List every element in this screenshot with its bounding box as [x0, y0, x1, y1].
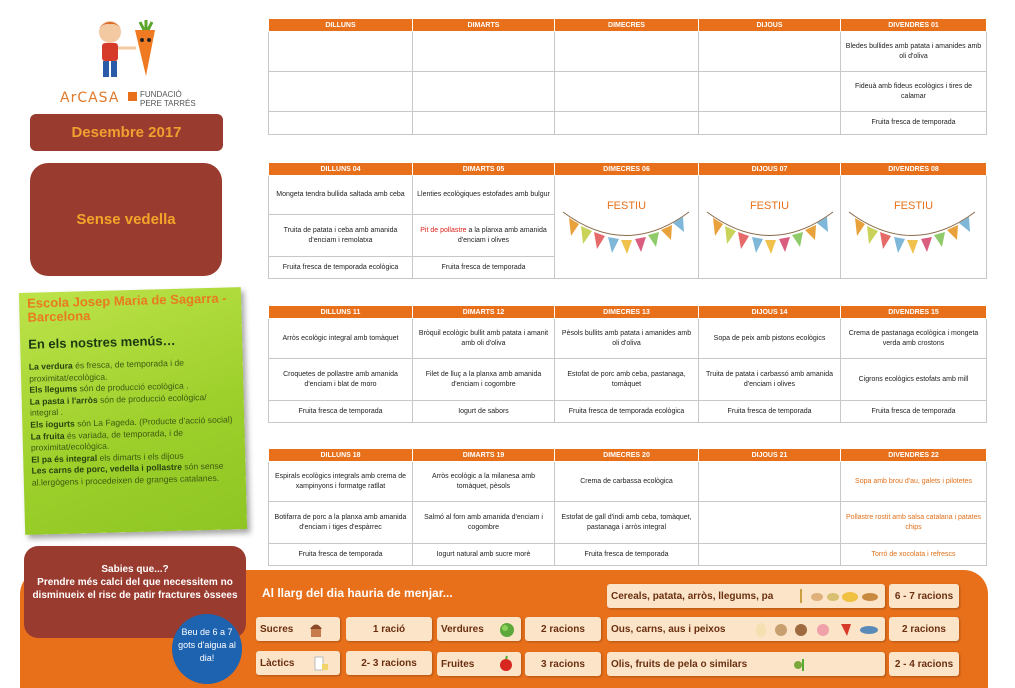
table-row	[269, 32, 987, 72]
week-header-row	[269, 306, 987, 319]
food-group-vegetables	[437, 617, 521, 641]
bunting-flags-icon	[561, 204, 691, 264]
menu-cell: Mongeta tendra bullida saltada amb ceba	[269, 176, 413, 215]
menu-cell: Truita de patata i carbassó amb amanida d'enciam i olives	[699, 359, 841, 401]
menu-cell: Fruita fresca de temporada ecològica	[555, 401, 699, 423]
menu-cell: Estofat de porc amb ceba, pastanaga, tomàquet	[555, 359, 699, 401]
menu-cell	[699, 32, 841, 72]
bunting-flags-icon	[847, 204, 977, 264]
rations-cereals: 6 - 7 racions	[889, 584, 959, 608]
milk-icon	[311, 654, 329, 672]
menu-cell	[699, 72, 841, 112]
did-you-know-text: Prendre més calci del que necessitem no disminueix el risc de patir fractures òssees	[32, 577, 238, 601]
day-header: DIMECRES	[555, 19, 699, 32]
apple-icon	[497, 655, 515, 673]
month-title: Desembre 2017	[30, 114, 223, 151]
notes-body	[29, 356, 238, 489]
week-table-1	[268, 18, 987, 135]
logo-foundation-line2: PERE TARRÉS	[140, 99, 196, 108]
menu-cell: Sopa amb brou d'au, galets i pilotetes	[841, 462, 987, 502]
menu-cell	[269, 72, 413, 112]
table-row	[269, 502, 987, 544]
menu-cell: Croquetes de pollastre amb amanida d'enciam i blat de moro	[269, 359, 413, 401]
menu-cell: Cigrons ecològics estofats amb mill	[841, 359, 987, 401]
note-line: La verdura és fresca, de temporada i de proximitat/ecològica.	[28, 357, 185, 384]
menu-cell: Arròs ecològic integral amb tomàquet	[269, 319, 413, 359]
week-table-3	[268, 305, 987, 423]
menu-cell: Fideuà amb fideus ecològics i tires de calamar	[841, 72, 987, 112]
menu-cell: Fruita fresca de temporada	[555, 544, 699, 566]
menu-cell: Salmó al forn amb amanida d'enciam i cogombre	[413, 502, 555, 544]
menu-cell: Fruita fresca de temporada	[841, 401, 987, 423]
cupcake-icon	[306, 620, 326, 638]
day-header: DIVENDRES 08	[841, 163, 987, 176]
menu-cell	[699, 502, 841, 544]
food-group-dairy	[256, 651, 340, 675]
menu-cell	[555, 112, 699, 135]
logo-brand: ArCASA	[60, 90, 120, 106]
menu-cell	[555, 72, 699, 112]
nutrition-title: Al llarg del dia hauria de menjar...	[262, 586, 453, 600]
rations-oils: 2 - 4 racions	[889, 652, 959, 676]
rations-proteins: 2 racions	[889, 617, 959, 641]
note-line: El pa és integral els dimarts i els dijous	[31, 450, 184, 465]
highlight-dish: Pit de pollastre	[420, 226, 467, 234]
week-header-row	[269, 19, 987, 32]
menu-cell: Fruita fresca de temporada	[841, 112, 987, 135]
table-row	[269, 112, 987, 135]
food-group-fruits	[437, 652, 521, 676]
menu-cell: Bledes bullides amb patata i amanides amb oli d'oliva	[841, 32, 987, 72]
notes-heading: En els nostres menús…	[28, 332, 176, 352]
day-header: DIMARTS 19	[413, 449, 555, 462]
table-row	[269, 462, 987, 502]
bunting-flags-icon	[705, 204, 835, 264]
menu-cell: Crema de carbassa ecològica	[555, 462, 699, 502]
did-you-know-title: Sabies que...?	[101, 564, 169, 575]
menu-cell	[555, 32, 699, 72]
rations-sugars: 1 ració	[346, 617, 432, 641]
school-name: Escola Josep Maria de Sagarra - Barcelona	[26, 290, 227, 325]
cereals-icon	[795, 587, 881, 605]
note-line: Els iogurts són La Fageda. (Producte d'acció social)	[30, 414, 233, 430]
note-line: La fruita és variada, de temporada, i de proximitat/ecològica.	[30, 427, 184, 453]
food-group-label: Verdures	[441, 623, 484, 635]
kids-illustration-icon	[80, 18, 170, 84]
menu-cell: Pollastre rostit amb salsa catalana i patates chips	[841, 502, 987, 544]
logo-square-icon	[128, 92, 137, 101]
table-row	[269, 544, 987, 566]
menu-cell: Truita de patata i ceba amb amanida d'enciam i remolatxa	[269, 215, 413, 257]
note-line: Les carns de porc, vedella i pollastre són sense al.lergògens i procedeixen de granges catalanes.	[31, 460, 224, 488]
table-row	[269, 72, 987, 112]
menu-cell	[413, 112, 555, 135]
food-group-label: Olis, fruits de pela o similars	[611, 658, 748, 670]
day-header: DIMECRES 06	[555, 163, 699, 176]
olive-oil-icon	[791, 655, 809, 673]
day-header: DIVENDRES 15	[841, 306, 987, 319]
rations-fruits: 3 racions	[525, 652, 601, 676]
menu-cell: Fruita fresca de temporada	[413, 257, 555, 279]
menu-cell	[699, 462, 841, 502]
day-header: DILLUNS 04	[269, 163, 413, 176]
food-group-label: Ous, carns, aus i peixos	[611, 623, 726, 635]
menu-cell	[699, 544, 841, 566]
rations-dairy: 2- 3 racions	[346, 651, 432, 675]
menu-cell: Fruita fresca de temporada	[699, 401, 841, 423]
menu-cell: Espirals ecològics integrals amb crema de xampinyons i formatge ratllat	[269, 462, 413, 502]
menu-cell	[269, 32, 413, 72]
week-header-row	[269, 449, 987, 462]
menu-cell: Fruita fresca de temporada	[269, 544, 413, 566]
menu-cell	[413, 72, 555, 112]
food-group-label: Làctics	[260, 657, 295, 669]
water-tip-circle	[172, 614, 242, 684]
dish-rest: a la planxa amb amanida d'enciam i olives	[457, 226, 547, 244]
day-header: DILLUNS 11	[269, 306, 413, 319]
menu-cell: Botifarra de porc a la planxa amb amanida d'enciam i tiges d'espàrrec	[269, 502, 413, 544]
holiday-label: FESTIU	[749, 200, 790, 212]
table-row	[269, 319, 987, 359]
week-table-2	[268, 162, 987, 279]
table-row	[269, 401, 987, 423]
holiday-cell	[841, 176, 987, 279]
lettuce-icon	[497, 620, 517, 638]
menu-cell	[413, 32, 555, 72]
holiday-cell	[699, 176, 841, 279]
food-group-sugars	[256, 617, 340, 641]
food-group-cereals	[607, 584, 885, 608]
menu-cell: Crema de pastanaga ecològica i mongeta verda amb crostons	[841, 319, 987, 359]
water-line2: gots d'aigua al	[178, 640, 236, 650]
menu-cell: Arròs ecològic a la milanesa amb tomàquet, pèsols	[413, 462, 555, 502]
menu-cell	[413, 215, 555, 257]
day-header: DIJOUS 07	[699, 163, 841, 176]
diet-label: Sense vedella	[30, 163, 222, 276]
day-header: DIVENDRES 01	[841, 19, 987, 32]
menu-cell: Llenties ecològiques estofades amb bulgur	[413, 176, 555, 215]
week-header-row	[269, 163, 987, 176]
water-line3: dia!	[199, 653, 215, 663]
menu-cell	[269, 112, 413, 135]
day-header: DIMARTS 05	[413, 163, 555, 176]
day-header: DILLUNS	[269, 19, 413, 32]
logo	[60, 18, 220, 113]
menu-cell: Fruita fresca de temporada ecològica	[269, 257, 413, 279]
table-row	[269, 359, 987, 401]
food-group-proteins	[607, 617, 885, 641]
food-group-label: Fruites	[441, 658, 475, 670]
logo-foundation-line1: FUNDACIÓ	[140, 90, 182, 99]
menu-cell: Torró de xocolata i refrescs	[841, 544, 987, 566]
menu-cell: Sopa de peix amb pistons ecològics	[699, 319, 841, 359]
note-line: Els llegums són de producció ecològica .	[29, 380, 189, 395]
holiday-cell	[555, 176, 699, 279]
day-header: DIJOUS 14	[699, 306, 841, 319]
food-group-oils	[607, 652, 885, 676]
holiday-label: FESTIU	[606, 200, 647, 212]
menu-cell: Bròquil ecològic bullit amb patata i amanit amb oli d'oliva	[413, 319, 555, 359]
menu-cell: Pèsols bullits amb patata i amanides amb oli d'oliva	[555, 319, 699, 359]
menu-cell: Estofat de gall d'indi amb ceba, tomàquet, pastanaga i arròs integral	[555, 502, 699, 544]
menu-notes	[19, 287, 247, 535]
table-row	[269, 176, 987, 215]
week-table-4	[268, 448, 987, 566]
food-group-label: Sucres	[260, 623, 294, 635]
menu-cell: Iogurt de sabors	[413, 401, 555, 423]
day-header: DIMECRES 13	[555, 306, 699, 319]
food-group-label: Cereals, patata, arròs, llegums, pa	[611, 590, 774, 602]
logo-foundation	[140, 90, 196, 108]
day-header: DIMARTS	[413, 19, 555, 32]
holiday-label: FESTIU	[893, 200, 934, 212]
day-header: DIJOUS	[699, 19, 841, 32]
day-header: DIVENDRES 22	[841, 449, 987, 462]
water-line1: Beu de 6 a 7	[181, 627, 233, 637]
menu-cell: Filet de lluç a la planxa amb amanida d'enciam i cogombre	[413, 359, 555, 401]
day-header: DIJOUS 21	[699, 449, 841, 462]
rations-vegetables: 2 racions	[525, 617, 601, 641]
day-header: DILLUNS 18	[269, 449, 413, 462]
day-header: DIMECRES 20	[555, 449, 699, 462]
note-line: La pasta i l'arròs són de producció ecològica/ integral .	[29, 391, 207, 419]
proteins-icon	[753, 620, 883, 638]
menu-cell	[699, 112, 841, 135]
menu-cell: Fruita fresca de temporada	[269, 401, 413, 423]
day-header: DIMARTS 12	[413, 306, 555, 319]
menu-cell: Iogurt natural amb sucre morè	[413, 544, 555, 566]
